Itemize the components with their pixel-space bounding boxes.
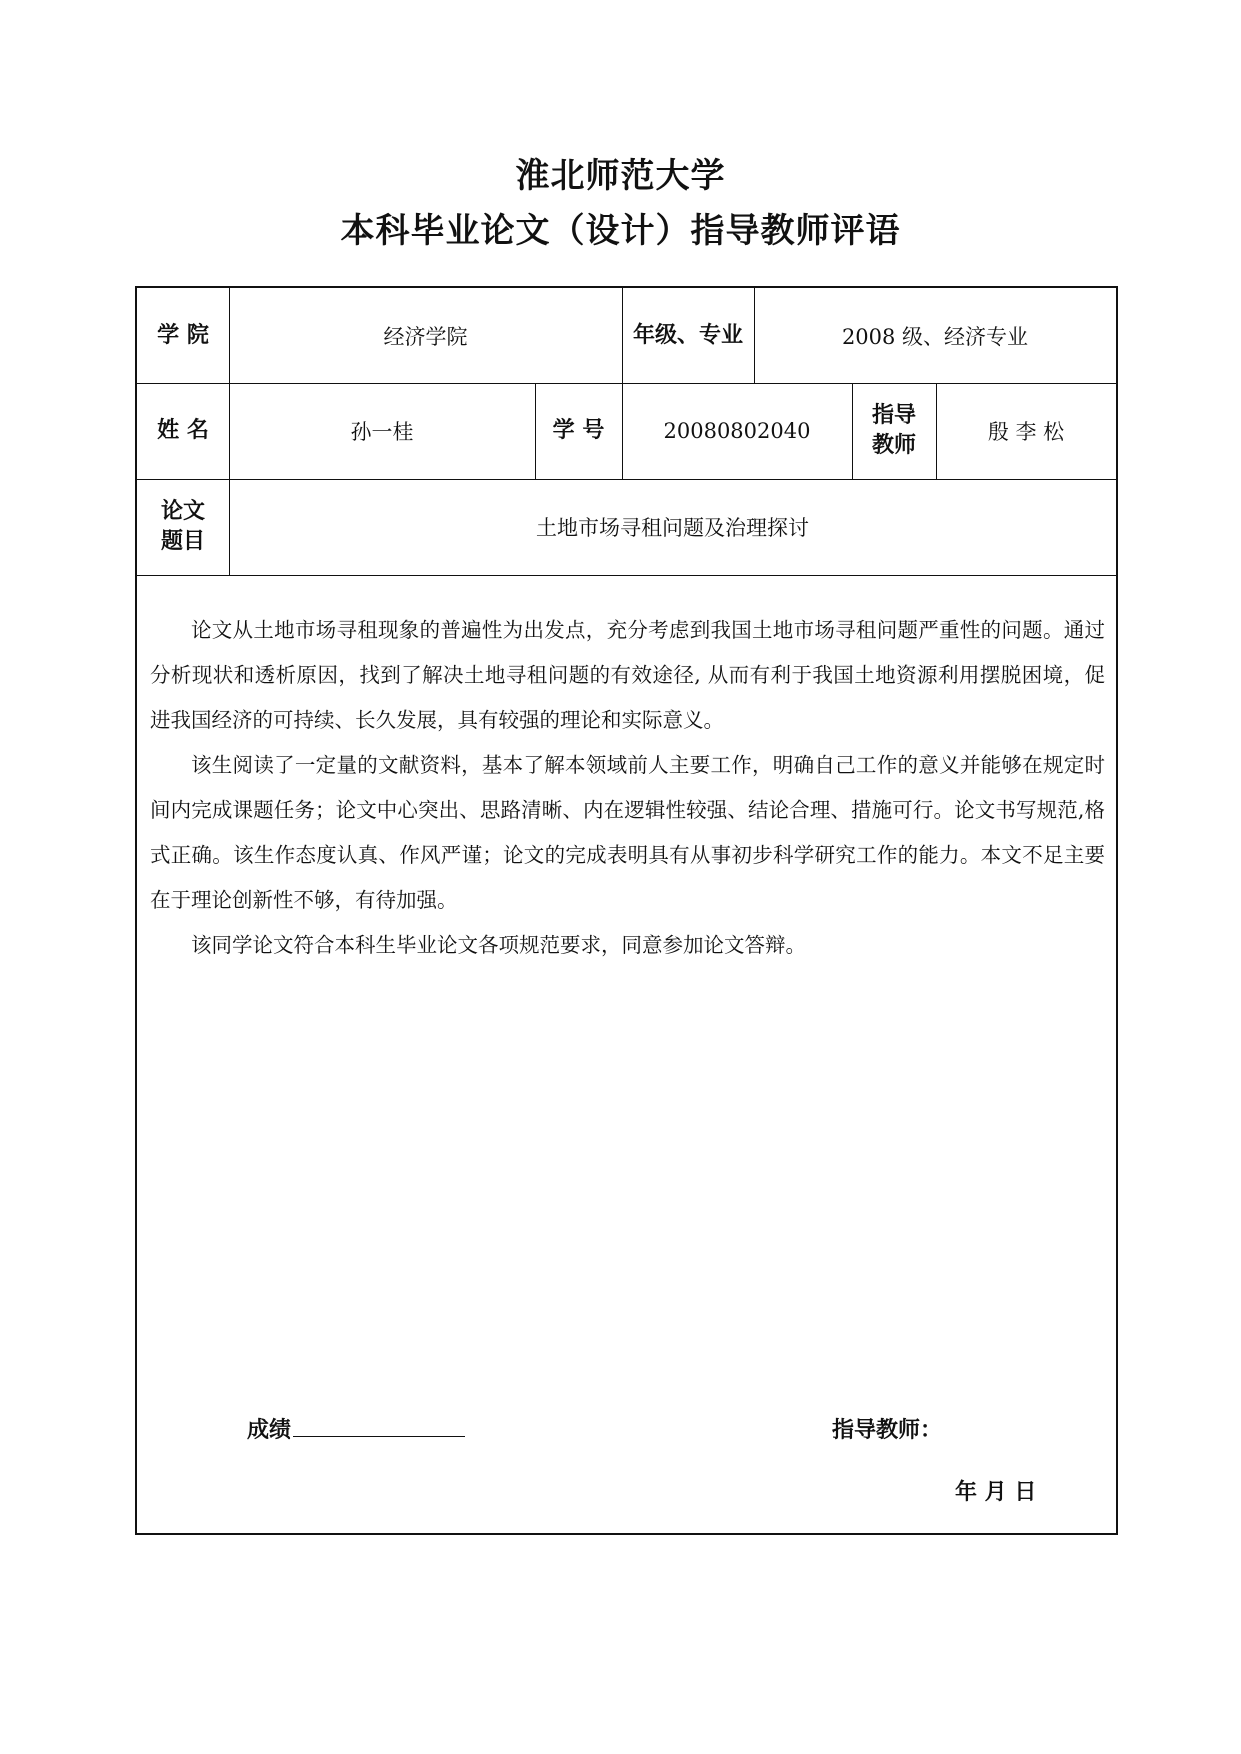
advisor-label [852,383,936,479]
advisor-comment [150,608,1105,968]
thesis-title-value: 土地市场寻租问题及治理探讨 [536,516,809,540]
form-title: 本科毕业论文（设计）指导教师评语 [340,211,901,251]
row-divider [137,575,1116,576]
name-value: 孙一桂 [350,420,414,444]
grade-blank-line [293,1414,465,1437]
date-label: 年 月 日 [955,1480,1037,1505]
grade-major-value: 2008 级、经济专业 [841,324,1029,349]
college-value: 经济学院 [383,324,468,349]
thesis-label-line1: 论文 [160,499,205,525]
grade-label: 成绩 [247,1418,292,1443]
comment-paragraph: 该生阅读了一定量的文献资料，基本了解本领域前人主要工作，明确自己工作的意义并能够在规定时间内完成课题任务；论文中心突出、思路清晰、内在逻辑性较强、结论合理、措施可行。论文书写规范,格式正确。该生作态度认真、作风严谨；论文的完成表明具有从事初步科学研究工作的能力。本文不足主要在于理论创新性不够，有待加强。 [150,753,1105,912]
advisor-signature-label: 指导教师： [832,1418,943,1443]
advisor-label-line2: 教师 [871,433,916,458]
student-id-label: 学 号 [552,418,605,444]
comment-paragraph: 论文从土地市场寻租现象的普遍性为出发点，充分考虑到我国土地市场寻租问题严重性的问题。通过分析现状和透析原因，找到了解决土地寻租问题的有效途径, 从而有利于我国土地资源利用摆脱困境，促进我国经济的可持续、长久发展，具有较强的理论和实际意义。 [150,618,1105,732]
advisor-value: 殷 李 松 [987,420,1065,444]
thesis-title-label [137,479,229,575]
grade-major-label: 年级、专业 [632,322,743,348]
grade-field [247,1413,465,1444]
university-title: 淮北师范大学 [515,156,726,196]
college-label: 学 院 [157,322,209,348]
student-id-value: 20080802040 [663,419,811,443]
thesis-label-line2: 题目 [160,529,205,554]
comment-paragraph: 该同学论文符合本科生毕业论文各项规范要求，同意参加论文答辩。 [191,933,806,957]
advisor-label-line1: 指导 [871,403,916,429]
name-label: 姓 名 [157,418,209,444]
